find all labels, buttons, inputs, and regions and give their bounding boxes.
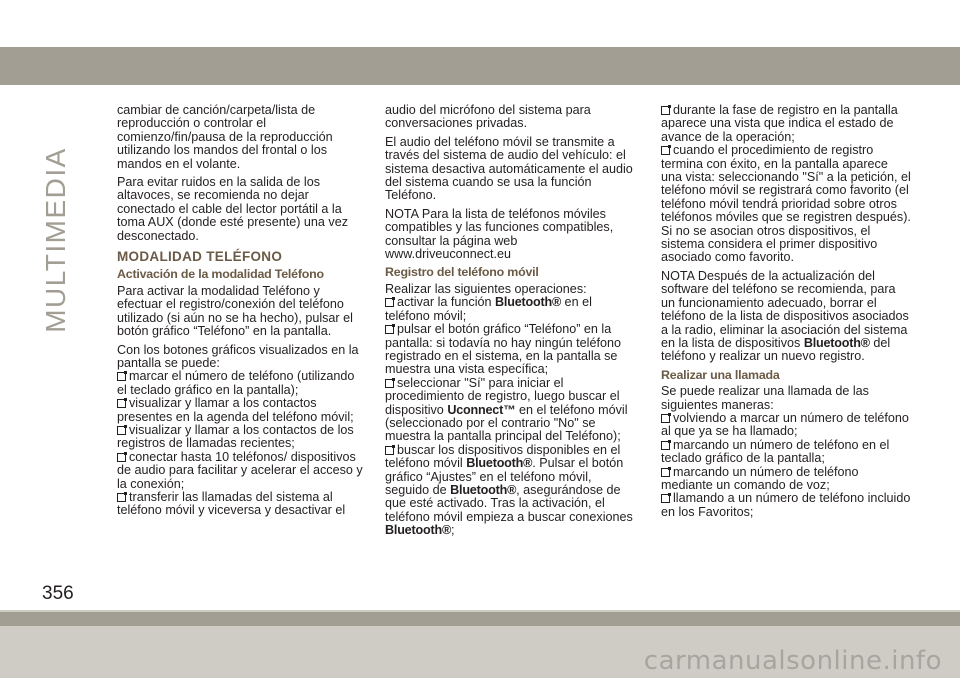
list-item: marcar el número de teléfono (utilizando el teclado gráfico en la pantalla);	[117, 369, 355, 397]
list-item: durante la fase de registro en la pantalla aparece una vista que indica el estado de avance de la operación;	[661, 103, 898, 144]
bullet-box-icon	[661, 441, 670, 450]
bullet-box-icon	[117, 493, 126, 502]
section-side-label: MULTIMEDIA	[40, 147, 71, 333]
note-paragraph: NOTA Para la lista de teléfonos móviles compatibles y las funciones compatibles, consultar la página web www.driveuconnect.eu	[385, 206, 614, 262]
list-item: seleccionar "Sí" para iniciar el procedimiento de registro, luego buscar el dispositivo Uconnect™ en el teléfono móvil (seleccionado por el contrario "No" se muestra la pantalla principal del Teléfono);	[385, 375, 628, 444]
watermark-text: carmanualsonline.info	[643, 646, 942, 676]
bullet-box-icon	[117, 372, 126, 381]
footer-bar	[0, 612, 960, 626]
list-item: pulsar el botón gráfico “Teléfono” en la pantalla: si todavía no hay ningún teléfono registrado en el sistema, en la pantalla se muestra una vista específica;	[385, 322, 621, 377]
list-item: transferir las llamadas del sistema al teléfono móvil y viceversa y desactivar el	[117, 489, 346, 518]
paragraph: Realizar las siguientes operaciones:	[385, 281, 587, 296]
list-item: buscar los dispositivos disponibles en el teléfono móvil Bluetooth®. Pulsar el botón gráfico “Ajustes” en el teléfono móvil, seguido de Bluetooth®, asegurándose de que esté activado. Tras la activación, el teléfono móvil empieza a buscar conexiones Bluetooth®;	[385, 442, 633, 538]
list-item: llamando a un número de teléfono incluido en los Favoritos;	[661, 491, 911, 519]
column-3	[661, 104, 911, 519]
bullet-box-icon	[385, 446, 394, 455]
page-number: 356	[42, 583, 74, 604]
bullet-box-icon	[385, 298, 394, 307]
note-paragraph: NOTA Después de la actualización del software del teléfono se recomienda, para un funcionamiento adecuado, borrar el teléfono de la lista de dispositivos asociados a la radio, eliminar la asociación del sistema en la lista de dispositivos Bluetooth® del teléfono y realizar un nuevo registro.	[661, 268, 909, 364]
paragraph: cambiar de canción/carpeta/lista de reproducción o controlar el comienzo/fin/pausa de la reproducción utilizando los mandos del frontal o los mandos en el volante.	[117, 103, 333, 171]
list-item: visualizar y llamar a los contactos presentes en la agenda del teléfono móvil;	[117, 396, 354, 424]
subsection-heading: Activación de la modalidad Teléfono	[117, 267, 324, 282]
subsection-heading: Registro del teléfono móvil	[385, 265, 539, 280]
bullet-box-icon	[117, 426, 126, 435]
bullet-box-icon	[661, 494, 670, 503]
header-bar	[0, 47, 960, 85]
column-2	[385, 104, 635, 538]
paragraph: Con los botones gráficos visualizados en la pantalla se puede:	[117, 342, 359, 370]
paragraph: El audio del teléfono móvil se transmite a través del sistema de audio del vehículo: el sistema desactiva automáticamente el audio del sistema cuando se usa la función Teléfono.	[385, 134, 633, 203]
list-item: visualizar y llamar a los contactos de los registros de llamadas recientes;	[117, 422, 354, 451]
paragraph: Para evitar ruidos en la salida de los altavoces, se recomienda no dejar conectado el cable del lector portátil a la toma AUX (donde esté presente) una vez desconectado.	[117, 175, 349, 243]
subsection-heading: Realizar una llamada	[661, 367, 780, 382]
list-item: marcando un número de teléfono mediante un comando de voz;	[661, 464, 859, 492]
list-item: conectar hasta 10 teléfonos/ dispositivos de audio para facilitar y acelerar el acceso y la conexión;	[117, 449, 363, 491]
list-item: marcando un número de teléfono en el teclado gráfico de la pantalla;	[661, 437, 890, 466]
bullet-box-icon	[661, 146, 670, 155]
bullet-box-icon	[117, 399, 126, 408]
bullet-box-icon	[117, 453, 126, 462]
bullet-box-icon	[385, 379, 394, 388]
section-heading: MODALIDAD TELÉFONO	[117, 249, 283, 265]
bullet-box-icon	[385, 325, 394, 334]
bullet-box-icon	[661, 414, 670, 423]
paragraph: audio del micrófono del sistema para conversaciones privadas.	[385, 103, 591, 131]
column-1	[117, 104, 367, 518]
bullet-box-icon	[661, 106, 670, 115]
paragraph: Se puede realizar una llamada de las siguientes maneras:	[661, 384, 869, 412]
list-item: volviendo a marcar un número de teléfono al que ya se ha llamado;	[661, 410, 909, 439]
list-item: activar la función Bluetooth® en el teléfono móvil;	[385, 295, 592, 323]
bullet-box-icon	[661, 468, 670, 477]
paragraph: Para activar la modalidad Teléfono y efectuar el registro/conexión del teléfono utilizado (si aún no se ha hecho), pulsar el botón gráfico “Teléfono” en la pantalla.	[117, 283, 353, 339]
list-item: cuando el procedimiento de registro termina con éxito, en la pantalla aparece una vista: seleccionando "Sí" a la petición, el teléfono móvil se registrará como favorito (el teléfono móvil tendrá prioridad sobre otros teléfonos móviles que se registren después). Si no se asocian otros dispositivos, el sistema considera el primer dispositivo asociado como favorito.	[661, 143, 911, 265]
